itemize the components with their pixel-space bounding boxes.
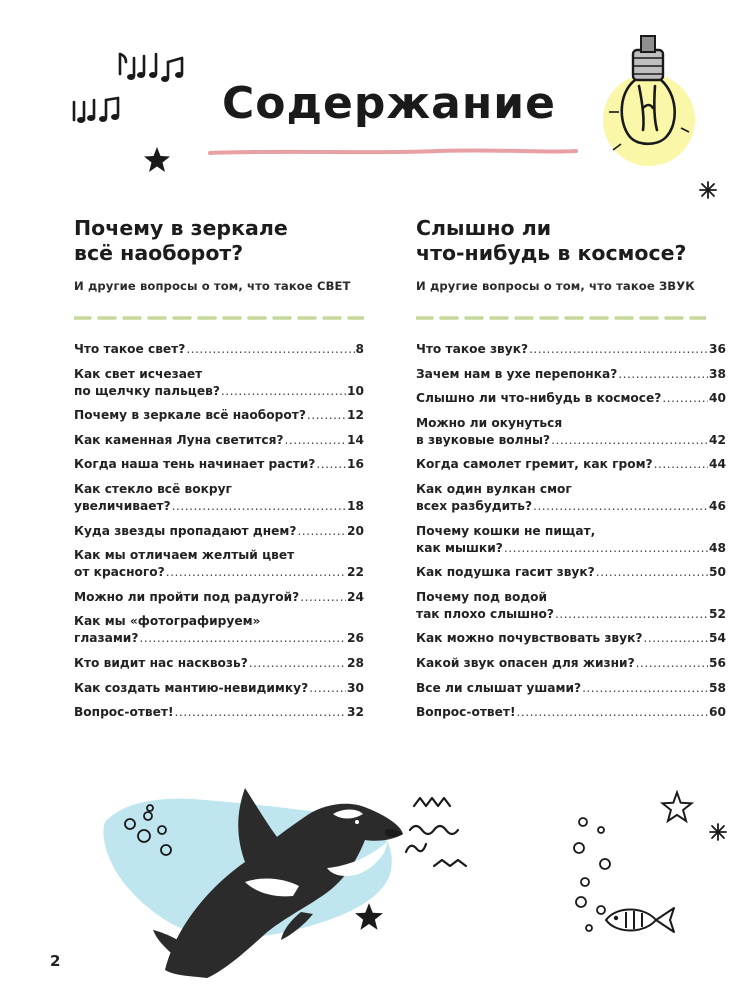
toc-entry-title: всех разбудить?: [416, 498, 533, 513]
toc-entry[interactable]: [416, 523, 726, 557]
dot-leader: [172, 498, 346, 515]
toc-page-number: 40: [709, 391, 726, 406]
toc-page-number: 16: [347, 457, 364, 472]
sound-waves-icon: [400, 790, 490, 880]
toc-entry-title: в звуковые волны?: [416, 432, 551, 447]
toc-page-number: 26: [347, 631, 364, 646]
toc-entry-title: Как можно почувствовать звук?: [416, 631, 643, 646]
dot-leader: [139, 630, 346, 647]
dashed-divider: [74, 315, 364, 321]
dot-leader: [307, 407, 346, 424]
toc-entry-title: Что такое свет?: [74, 342, 186, 356]
toc-entry-title: Какой звук опасен для жизни?: [416, 655, 635, 670]
toc-entry-title: Как мы отличаем желтый цвет: [74, 548, 295, 563]
toc-page-number: 60: [709, 705, 726, 720]
toc-entry[interactable]: [74, 589, 364, 606]
toc-entry[interactable]: [74, 704, 364, 721]
toc-page-number: 12: [347, 408, 364, 423]
sound-section: [416, 216, 726, 729]
toc-entry-title: Кто видит нас насквозь?: [74, 655, 248, 670]
dot-leader: [551, 432, 708, 449]
toc-page-number: 58: [709, 680, 726, 695]
toc-entry-title: так плохо слышно?: [416, 606, 554, 621]
sound-toc-list: [416, 341, 726, 721]
toc-entry[interactable]: [416, 481, 726, 515]
toc-entry-title: Почему под водой: [416, 589, 548, 604]
toc-entry[interactable]: [74, 680, 364, 697]
toc-entry[interactable]: [416, 704, 726, 721]
toc-page-number: 42: [709, 432, 726, 447]
sparkle-icon: [698, 180, 718, 200]
dot-leader: [297, 523, 346, 540]
dot-leader: [636, 655, 708, 672]
light-section: [74, 216, 364, 729]
dot-leader: [285, 432, 347, 449]
toc-entry[interactable]: [74, 407, 364, 424]
toc-page-number: 44: [709, 457, 726, 472]
toc-entry-title: Вопрос-ответ!: [416, 705, 516, 720]
toc-entry[interactable]: [74, 523, 364, 540]
toc-page-number: 36: [709, 342, 726, 356]
toc-entry[interactable]: [74, 456, 364, 473]
dot-leader: [654, 456, 708, 473]
toc-entry-title: Можно ли пройти под радугой?: [74, 589, 300, 604]
light-section-heading: Почему в зеркале всё наоборот?: [74, 216, 288, 265]
toc-entry-title: Как подушка гасит звук?: [416, 565, 595, 580]
toc-entry-title: Как создать мантию-невидимку?: [74, 680, 309, 695]
light-bulb-icon: [595, 28, 705, 168]
toc-entry[interactable]: [74, 613, 364, 647]
toc-entry[interactable]: [416, 564, 726, 581]
toc-entry[interactable]: [416, 655, 726, 672]
toc-entry-title: Что такое звук?: [416, 342, 529, 356]
toc-page-number: 46: [709, 498, 726, 513]
dot-leader: [249, 655, 346, 672]
toc-page-number: 18: [347, 498, 364, 513]
dot-leader: [643, 630, 708, 647]
dot-leader: [555, 606, 708, 623]
title-underline: [208, 148, 578, 156]
toc-page-number: 50: [709, 565, 726, 580]
light-section-subtitle: И другие вопросы о том, что такое СВЕТ: [74, 279, 351, 293]
sparkle-icon: [708, 822, 728, 842]
toc-entry-title: Почему кошки не пищат,: [416, 523, 596, 538]
toc-entry[interactable]: [416, 680, 726, 697]
dot-leader: [596, 564, 708, 581]
dot-leader: [582, 680, 708, 697]
light-toc-list: [74, 341, 364, 721]
toc-entry[interactable]: [74, 655, 364, 672]
star-outline-icon: [660, 790, 694, 824]
toc-page-number: 20: [347, 523, 364, 538]
music-notes-icon: [60, 40, 200, 130]
toc-entry[interactable]: [416, 390, 726, 407]
toc-page-number: 48: [709, 540, 726, 555]
dot-leader: [316, 456, 346, 473]
toc-page-number: 10: [347, 383, 364, 398]
toc-entry[interactable]: [416, 415, 726, 449]
toc-entry-title: Можно ли окунуться: [416, 415, 563, 430]
dashed-divider: [416, 315, 706, 321]
toc-entry-title: Как стекло всё вокруг: [74, 481, 232, 496]
toc-entry-title: Вопрос-ответ!: [74, 705, 174, 720]
toc-entry[interactable]: [74, 366, 364, 400]
toc-entry[interactable]: [416, 366, 726, 383]
sound-section-subtitle: И другие вопросы о том, что такое ЗВУК: [416, 279, 695, 293]
toc-page-number: 38: [709, 366, 726, 381]
dot-leader: [662, 390, 708, 407]
toc-entry-title: по щелчку пальцев?: [74, 383, 220, 398]
toc-page-number: 28: [347, 655, 364, 670]
star-icon: [143, 146, 171, 174]
toc-entry-title: как мышки?: [416, 540, 503, 555]
dot-leader: [618, 366, 708, 383]
toc-page-number: 52: [709, 606, 726, 621]
toc-page-number: 14: [347, 432, 364, 447]
dot-leader: [166, 564, 346, 581]
star-icon: [354, 902, 384, 932]
toc-entry-title: Куда звезды пропадают днем?: [74, 523, 297, 538]
toc-entry-title: Как свет исчезает: [74, 366, 203, 381]
sound-section-heading: Слышно ли что-нибудь в космосе?: [416, 216, 687, 265]
toc-entry-title: Как мы «фотографируем»: [74, 614, 261, 629]
dot-leader: [186, 341, 354, 358]
toc-entry[interactable]: [74, 341, 364, 358]
toc-entry-title: увеличивает?: [74, 498, 171, 513]
toc-entry-title: Слышно ли что-нибудь в космосе?: [416, 391, 662, 406]
dot-leader: [529, 341, 708, 358]
toc-page-number: 24: [347, 589, 364, 604]
dot-leader: [504, 540, 708, 557]
toc-entry-title: Зачем нам в ухе перепонка?: [416, 366, 618, 381]
toc-page-number: 30: [347, 680, 364, 695]
toc-page-number: 32: [347, 705, 364, 720]
toc-entry-title: глазами?: [74, 631, 139, 646]
toc-entry[interactable]: [74, 481, 364, 515]
toc-entry[interactable]: [416, 589, 726, 623]
toc-page-number: 54: [709, 631, 726, 646]
page-number: 2: [50, 952, 61, 970]
toc-page-number: 56: [709, 655, 726, 670]
toc-entry-title: Как каменная Луна светится?: [74, 432, 284, 447]
bubbles-icon: [118, 800, 188, 870]
toc-entry[interactable]: [416, 341, 726, 358]
dot-leader: [300, 589, 346, 606]
dot-leader: [175, 704, 347, 721]
dot-leader: [517, 704, 709, 721]
toc-entry-title: Когда наша тень начинает расти?: [74, 457, 316, 472]
toc-page-number: 8: [355, 342, 364, 356]
toc-entry-title: Как один вулкан смог: [416, 481, 572, 496]
page-title: Содержание: [222, 78, 556, 129]
toc-entry[interactable]: [74, 547, 364, 581]
toc-page-number: 22: [347, 565, 364, 580]
toc-entry-title: от красного?: [74, 565, 165, 580]
toc-entry[interactable]: [416, 630, 726, 647]
dot-leader: [533, 498, 708, 515]
fish-icon: [600, 900, 680, 940]
toc-entry[interactable]: [74, 432, 364, 449]
toc-entry[interactable]: [416, 456, 726, 473]
toc-entry-title: Все ли слышат ушами?: [416, 680, 582, 695]
toc-entry-title: Когда самолет гремит, как гром?: [416, 457, 653, 472]
toc-entry-title: Почему в зеркале всё наоборот?: [74, 408, 306, 423]
dot-leader: [221, 383, 346, 400]
dot-leader: [309, 680, 346, 697]
